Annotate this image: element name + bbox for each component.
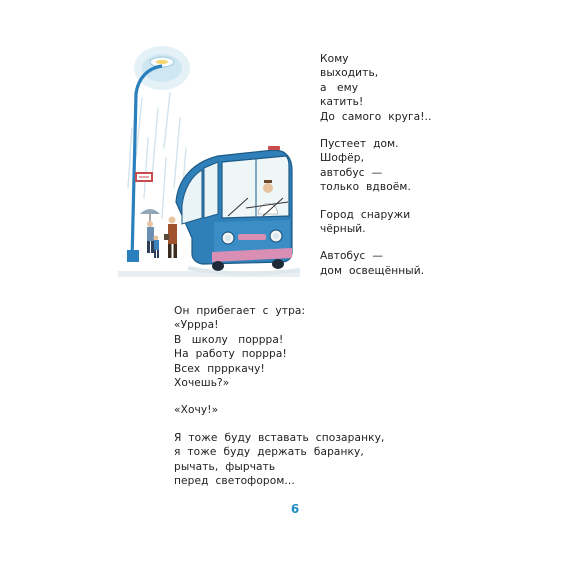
stanza-gap: [174, 390, 384, 403]
stanza-gap: [174, 418, 384, 431]
verse-line: Всех пррркачу!: [174, 362, 265, 375]
stanza-gap: [320, 124, 432, 137]
verse-line: Он прибегает с утра:: [174, 305, 306, 317]
verse-right-column: [320, 52, 432, 278]
verse-line: Хочешь?»: [174, 377, 230, 390]
stanza: [320, 52, 432, 124]
verse-line: Город снаружи: [320, 208, 411, 221]
verse-line: катить!: [320, 96, 364, 109]
stanza: [320, 137, 432, 195]
verse-line: рычать, фырчать: [174, 460, 276, 473]
verse-line: В школу порррa!: [174, 333, 284, 346]
verse-line: дом освещённый.: [320, 264, 425, 277]
verse-line: Пустеет дом.: [320, 138, 399, 151]
verse-line: выходить,: [320, 67, 379, 80]
verse-line: «Хочу!»: [174, 404, 219, 417]
verse-line: На работу порррa!: [174, 348, 287, 361]
verse-line: До самого круга!..: [320, 110, 432, 123]
stanza: [320, 208, 432, 237]
verse-line: чёрный.: [320, 223, 366, 236]
stanza-gap: [320, 236, 432, 249]
stanza: [174, 304, 384, 390]
verse-line: только вдвоём.: [320, 181, 411, 194]
verse-line: Кому: [320, 53, 349, 65]
verse-line: я тоже буду держать баранку,: [174, 446, 364, 459]
bus-icon: [176, 146, 292, 271]
verse-line: перед светофором...: [174, 475, 295, 488]
stanza: [174, 431, 384, 489]
verse-bottom-column: [174, 304, 384, 488]
bus-stop-illustration: [118, 38, 300, 280]
page-number: 6: [290, 502, 300, 516]
verse-line: а ему: [320, 81, 359, 94]
verse-line: Шофёр,: [320, 152, 365, 165]
verse-line: автобус —: [320, 166, 383, 179]
passengers-icon: [140, 209, 177, 258]
verse-line: «Урррa!: [174, 319, 219, 332]
stanza: [320, 249, 432, 278]
verse-line: Я тоже буду вставать спозаранку,: [174, 431, 385, 444]
stanza-gap: [320, 195, 432, 208]
verse-line: Автобус —: [320, 250, 384, 263]
stanza: [174, 403, 384, 417]
